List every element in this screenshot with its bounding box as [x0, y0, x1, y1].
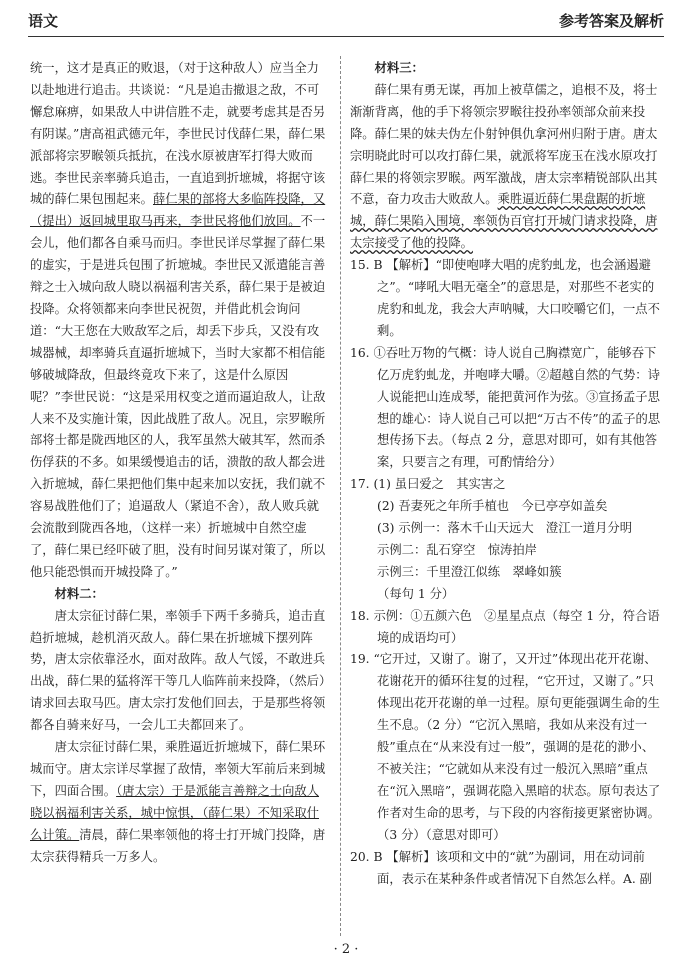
answer-17-2: (2) 吾妻死之年所手植也 今已亭亭如盖矣 — [377, 499, 608, 514]
answer-15: 15. B 【解析】“即使咆哮大唱的虎豹虬龙，也会涵遏避之”。“哮吼大唱无毫全”的意思是，对那些不老实的虎豹和虬龙，我会大声呐喊，大口咬嚼它们，一点不剩。 — [350, 258, 660, 338]
answer-17-1: 17. (1) 虽曰爱之 其实害之 — [350, 477, 506, 492]
answer-16: 16. ①吞吐万物的气概：诗人说自己胸襟宽广，能够吞下亿万虎豹虬龙，并咆哮大嚼。②超越自然的气势：诗人说能把山连成琴，能把黄河作为弦。③宣扬孟子思想的雄心：诗人说自己可以把“万古不传”的孟子的思想传扬下去。（每点 2 分，意思对即可，如有其他答案，只要言之有理，可酌情给分） — [350, 345, 661, 470]
material-three-title: 材料三： — [374, 61, 424, 75]
underlined-sentence: 薛仁果的部将大多临阵投降，又（提出）返回城里取马再来，李世民将他们放回。 — [30, 192, 326, 229]
answer-20: 20. B 【解析】该项和文中的“就”为副词，用在动词前面，表示在某种条件或者情况下自然怎么样。A. 副 — [350, 849, 652, 886]
wavy-underlined-sentence: 乘胜逼近薛仁果盘踞的折墌城，薛仁果陷入围境，率领伪百官打开城门请求投降，唐太宗接受了他的投降。 — [350, 192, 658, 251]
underlined-sentence: （唐太宗）于是派能言善辩之士向敌人晓以祸福利害关系，城中惊惧，（薛仁果）不知采取什么计策。 — [30, 783, 319, 842]
column-divider — [340, 56, 341, 936]
answer-17-example-3: 示例三：千里澄江似练 翠峰如簇 — [377, 564, 562, 579]
material-two-paragraph-2: 唐太宗征讨薛仁果，乘胜逼近折墌城下，薛仁果环城而守。唐太宗详尽掌握了敌情，率领大军前后来到城下，四面合围。（唐太宗）于是派能言善辩之士向敌人晓以祸福利害关系，城中惊惧，（薛仁果）不知采取什么计策。清晨，薛仁果率领他的将士打开城门投降，唐太宗获得精兵一万多人。 — [30, 740, 326, 864]
subject-label: 语文 — [28, 12, 59, 30]
section-label: 参考答案及解析 — [558, 12, 664, 30]
material-two-title: 材料二： — [54, 586, 104, 601]
page-header — [28, 4, 664, 37]
answer-18: 18. 示例：①五颜六色 ②星星点点（每空 1 分，符合语境的成语均可） — [350, 608, 660, 645]
left-column — [30, 58, 330, 869]
answer-17-3: (3) 示例一：落木千山天远大 澄江一道月分明 — [377, 521, 633, 536]
material-one-continuation: 统一，这才是真正的败退，（对于这种敌人）应当全力以赴地进行追击。共谈说：“凡是追击撤退之敌，不可懈怠麻痹，如果敌人中讲信胜不走，就要考虑其是否另有阴谋。”唐高祖武德元年，李世民讨伐薛仁果，薛仁果派部将宗罗睺领兵抵抗，在浅水原被唐军打得大败而逃。李世民亲率骑兵追击，一直追到折墌城，将据守该城的薛仁果包围起来。薛仁果的部将大多临阵投降，又（提出）返回城里取马再来，李世民将他们放回。不一会儿，他们都各自乘马而归。李世民详尽掌握了薛仁果的虚实，于是进兵包围了折墌城。李世民又派遣能言善辩之士入城向敌人晓以祸福利害关系，薛仁果于是被迫投降。众将领都来向李世民祝贺，并借此机会询问道：“大王您在大败敌军之后，却丢下步兵，又没有攻城器械，却率骑兵直逼折墌城下，当时大家都不相信能够破城降敌，但最终竟攻下来了，这是什么原因呢？”李世民说：“这是采用权变之道而逼迫敌人，让敌人来不及实施计策，因此战胜了敌人。况且，宗罗睺所部将士都是陇西地区的人，我军虽然大破其军，然而杀伤俘获的不多。如果缓慢追击的话，溃散的敌人都会进入折墌城，薛仁果把他们集中起来加以安抚，我们就不容易战胜他们了；追逼敌人（紧追不舍），敌人败兵就会流散到陇西各地，（这样一来）折墌城中自然空虚了，薛仁果已经吓破了胆，没有时间另谋对策了，所以他只能恐惧而开城投降了。” — [30, 61, 326, 579]
answer-17-scoring: （每句 1 分） — [377, 586, 455, 601]
material-three-paragraph: 薛仁果有勇无谋，再加上被草儒之，追根不及，将士渐渐背离，他的手下将领宗罗睺往投孙率领部众前来投降。薛仁果的妹夫伪左仆射钟俱仇拿河州归附于唐。唐太宗明晓此时可以攻打薛仁果，就派将军庞玉在浅水原攻打薛仁果的将领宗罗睺。两军激战，唐太宗率精锐部队出其不意，奋力攻击大败敌人。乘胜逼近薛仁果盘踞的折墌城，薛仁果陷入围境，率领伪百官打开城门请求投降，唐太宗接受了他的投降。 — [350, 82, 658, 251]
material-two-paragraph-1: 唐太宗征讨薛仁果，率领手下两千多骑兵，追击直趋折墌城，趁机消灭敌人。薛仁果在折墌城下摆列阵势，唐太宗依靠泾水，面对敌阵。敌人气馁，不敢进兵出战，薛仁果的猛将浑干等几人临阵前来投降，（然后）请求回去取马匹。唐太宗打发他们回去，于是那些将领都各自骑来好马，一会儿工夫都回来了。 — [30, 608, 326, 733]
answer-19: 19. “它开过，又谢了。谢了，又开过”体现出花开花谢、花谢花开的循环往复的过程，“它开过，又谢了。”只体现出花开花谢的单一过程。原句更能强调生命的生生不息。（2 分）“它沉入黑暗，我如从来没有过一般”重点在“从来没有过一般”，强调的是花的渺小、不被关注；“它就如从来没有过一般沉入黑暗”重点在“沉入黑暗”，强调花隐入黑暗的状态。原句表达了作者对生命的思考，与下段的内容衔接更紧密协调。（3 分）（意思对即可） — [350, 652, 661, 842]
page-number: · 2 · — [333, 942, 359, 957]
right-column — [350, 58, 662, 890]
answer-17-example-2: 示例二：乱石穿空 惊涛拍岸 — [377, 542, 537, 557]
